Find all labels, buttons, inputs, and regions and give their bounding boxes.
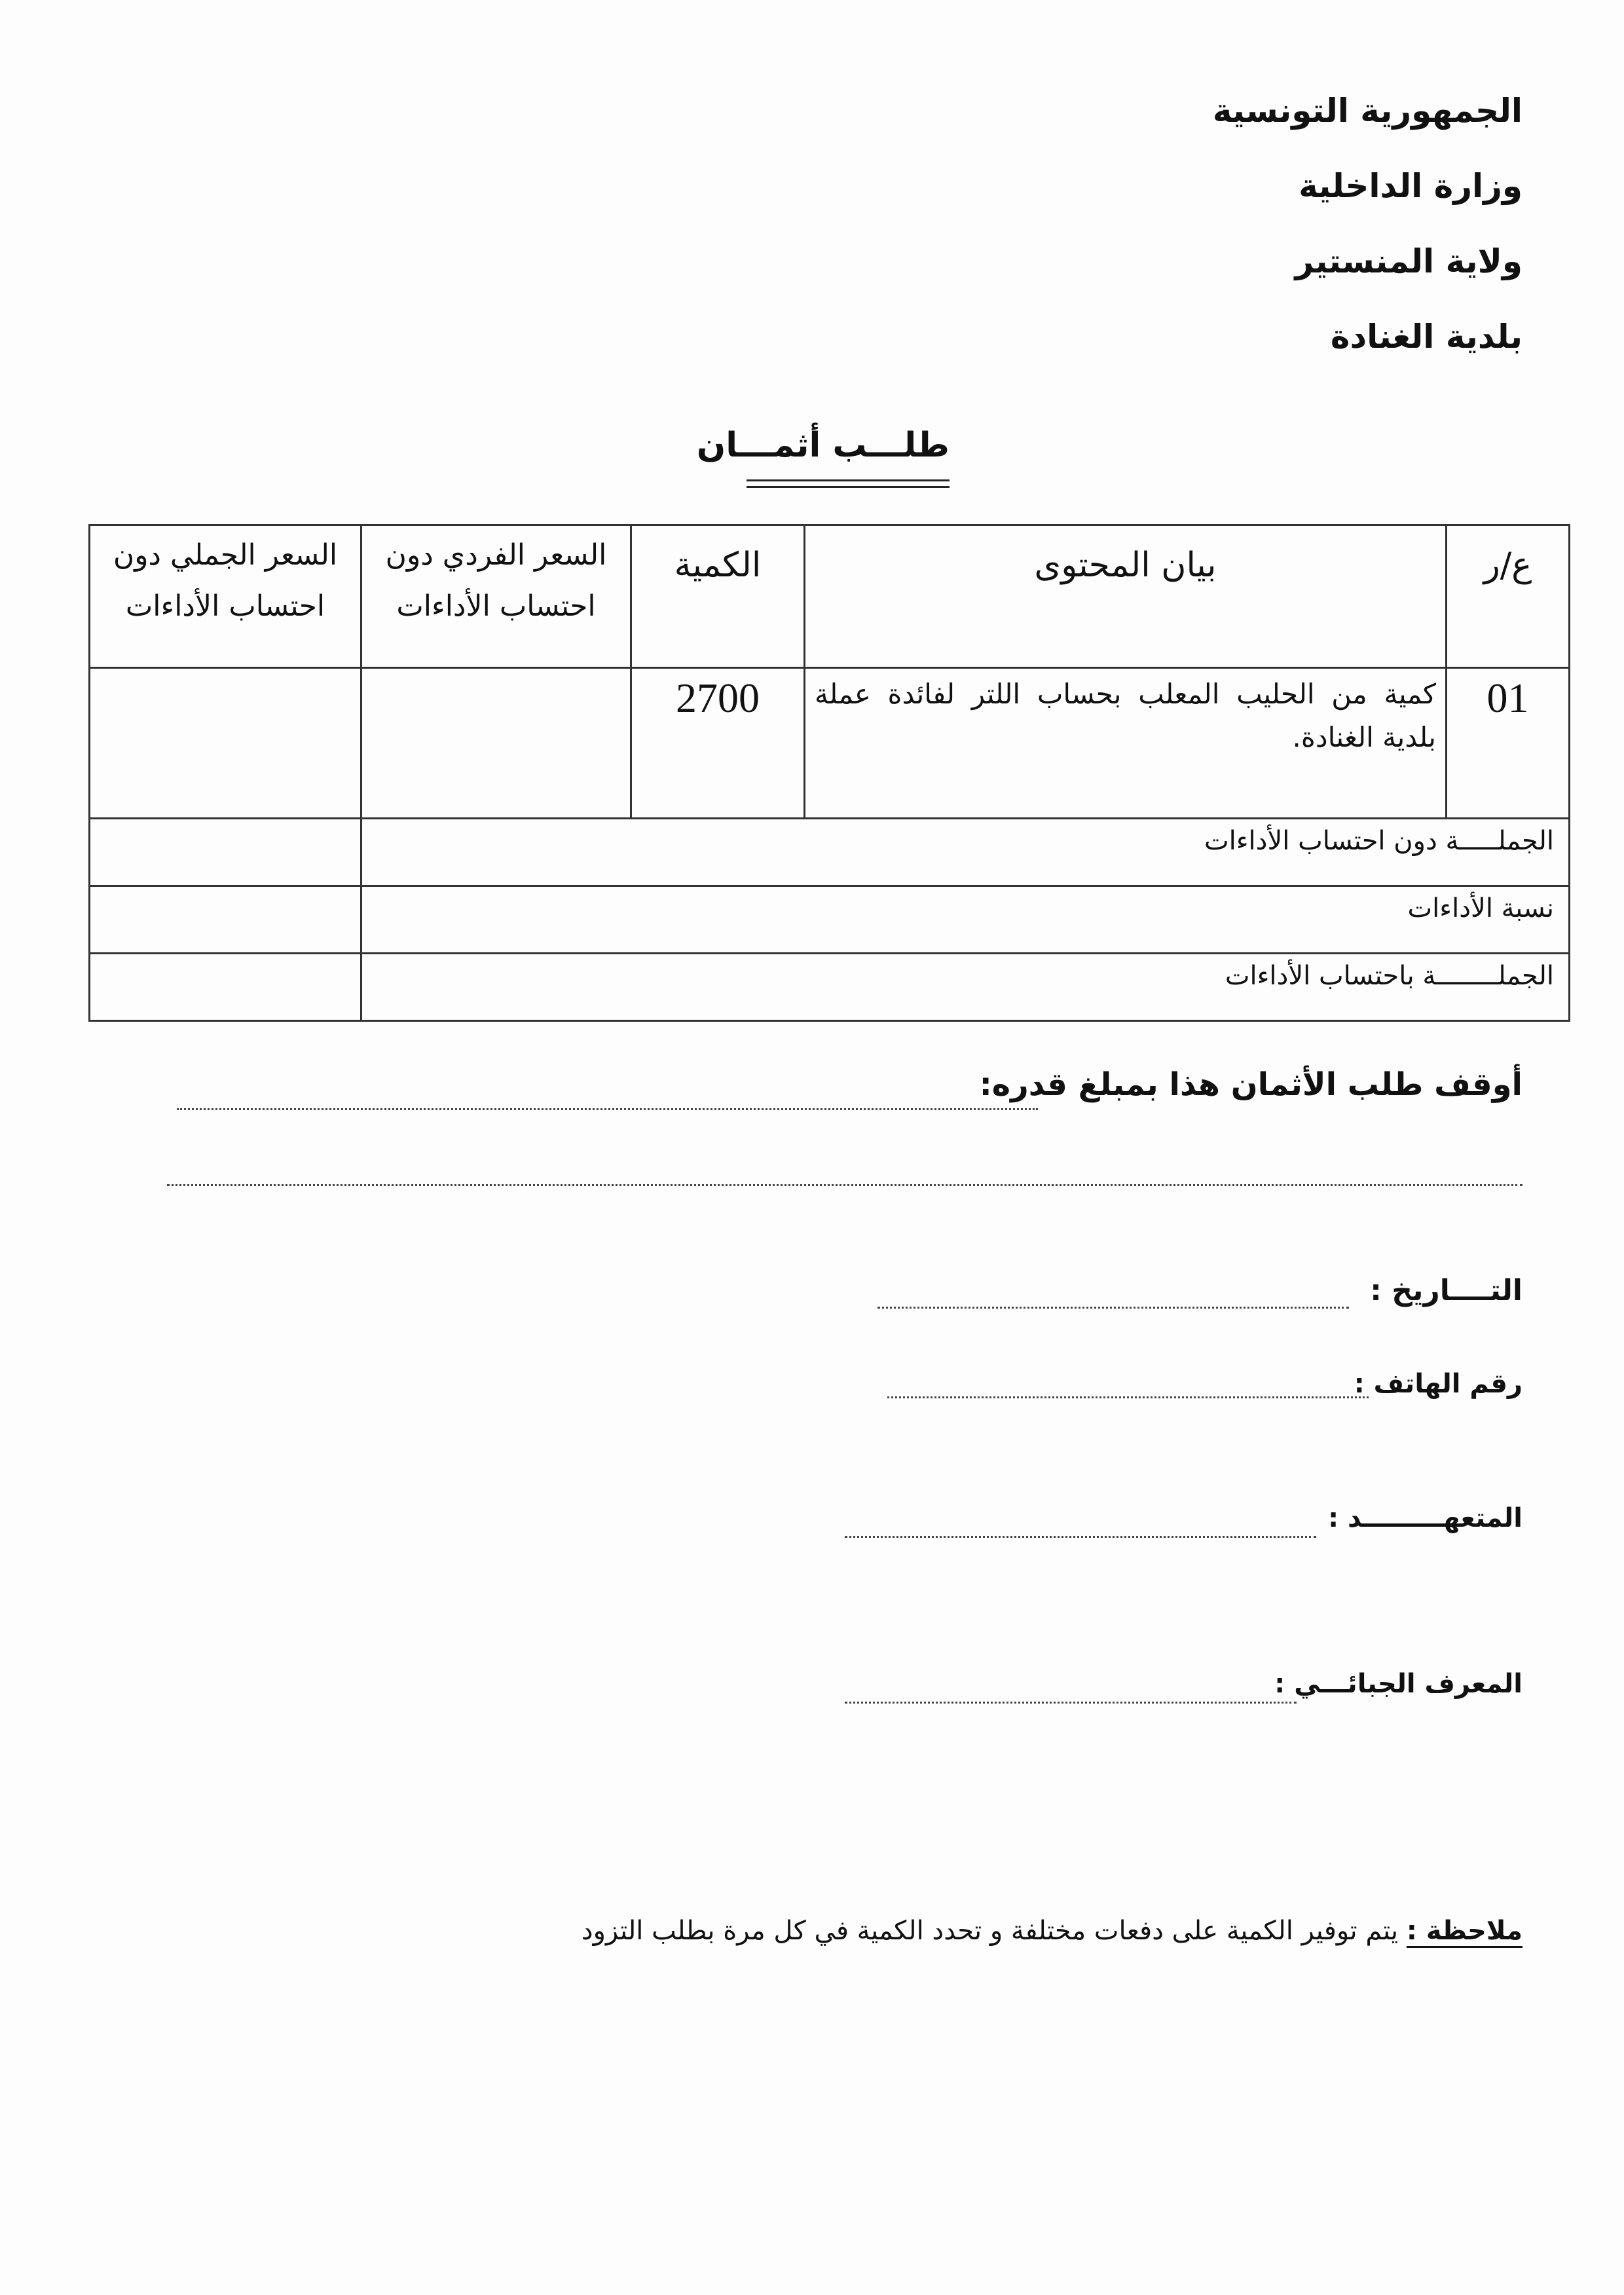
amount-label: أوقف طلب الأثمان هذا بمبلغ قدره: (979, 1066, 1522, 1103)
total-incl-tax-label-cell: الجملــــــــة باحتساب الأداءات (361, 954, 1570, 1021)
total-incl-tax-row (90, 954, 1570, 1021)
note-label: ملاحظة : (1406, 1916, 1522, 1946)
header-republic: الجمهورية التونسية (1212, 92, 1522, 130)
row-number-cell: 01 (1447, 668, 1570, 819)
tax-id-field[interactable] (845, 1702, 1297, 1704)
total-excl-tax-label-cell: الجملـــــة دون احتساب الأداءات (361, 819, 1570, 886)
col-header-unit-price: السعر الفردي دون احتساب الأداءات (361, 525, 631, 668)
table-row (90, 668, 1570, 819)
row-description-cell: كمية من الحليب المعلب بحساب اللتر لفائدة عملة بلدية الغنادة. (805, 668, 1447, 819)
header-municipality: بلدية الغنادة (1330, 318, 1522, 356)
col-header-quantity: الكمية (631, 525, 805, 668)
price-request-table (88, 524, 1570, 1022)
tax-rate-value-cell (90, 886, 361, 954)
note-text: يتم توفير الكمية على دفعات مختلفة و تحدد الكمية في كل مرة بطلب التزود (581, 1916, 1399, 1946)
row-quantity-cell: 2700 (631, 668, 805, 819)
contractor-field[interactable] (845, 1536, 1316, 1538)
header-governorate: ولاية المنستير (1295, 242, 1522, 280)
title-underline-double (747, 486, 950, 488)
note (581, 1916, 1522, 1946)
table-header-row (90, 525, 1570, 668)
total-excl-tax-value-cell (90, 819, 361, 886)
document-title: طلـــب أثمـــان (696, 426, 950, 465)
col-header-number: ع/ر (1447, 525, 1570, 668)
tax-id-label: المعرف الجبائـــي : (1274, 1669, 1522, 1699)
row-unit-price-cell (361, 668, 631, 819)
phone-field[interactable] (887, 1396, 1369, 1398)
date-label: التــــاريخ : (1370, 1274, 1522, 1307)
date-field[interactable] (877, 1307, 1349, 1309)
amount-dotted-line-2 (167, 1184, 1522, 1186)
tax-rate-label-cell: نسبة الأداءات (361, 886, 1570, 954)
col-header-description: بيان المحتوى (805, 525, 1447, 668)
total-excl-tax-row (90, 819, 1570, 886)
phone-label: رقم الهاتف : (1354, 1369, 1522, 1399)
total-incl-tax-value-cell (90, 954, 361, 1021)
col-header-total-price: السعر الجملي دون احتساب الأداءات (90, 525, 361, 668)
row-total-price-cell (90, 668, 361, 819)
title-underline (747, 479, 950, 481)
contractor-label: المتعهـــــــــد : (1328, 1503, 1522, 1533)
tax-rate-row (90, 886, 1570, 954)
header-ministry: وزارة الداخلية (1299, 167, 1522, 205)
amount-dotted-line (177, 1108, 1038, 1110)
